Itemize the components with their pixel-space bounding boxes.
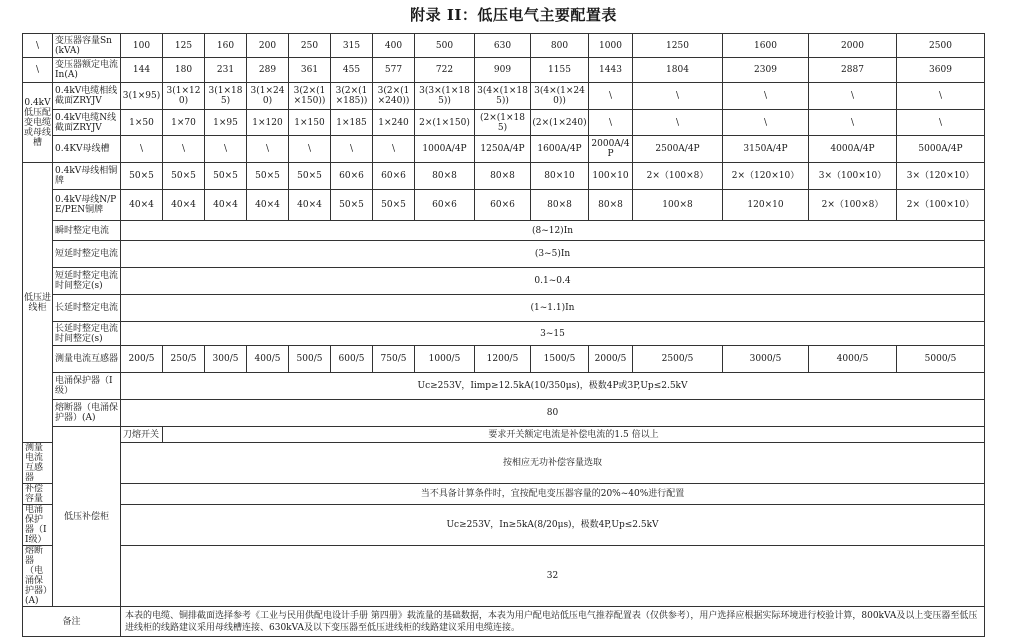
- knife-switch-value: 要求开关额定电流是补偿电流的1.5 倍以上: [163, 427, 985, 443]
- long-trip-label: 长延时整定电流: [53, 295, 121, 322]
- ct-incoming-value: 1000/5: [415, 346, 475, 373]
- capacity-value: 160: [205, 34, 247, 58]
- npe-bus-value: 80×8: [531, 190, 589, 221]
- row-busway: [23, 136, 985, 163]
- ct-incoming-value: 2500/5: [633, 346, 723, 373]
- phase-bus-value: 50×5: [205, 163, 247, 190]
- capacity-value: 2000: [809, 34, 897, 58]
- npe-bus-label: 0.4kV母线N/PE/PEN铜牌: [53, 190, 121, 221]
- capacity-value: 315: [331, 34, 373, 58]
- capacity-label: 变压器容量Sn(kVA): [53, 34, 121, 58]
- npe-bus-value: 60×6: [415, 190, 475, 221]
- ct-incoming-value: 200/5: [121, 346, 163, 373]
- npe-bus-value: 120×10: [723, 190, 809, 221]
- n-cable-value: (2×(1×240): [531, 110, 589, 136]
- ct-incoming-value: 500/5: [289, 346, 331, 373]
- phase-bus-value: 80×10: [531, 163, 589, 190]
- busway-value: 1600A/4P: [531, 136, 589, 163]
- n-cable-value: \: [897, 110, 985, 136]
- ct-incoming-value: 3000/5: [723, 346, 809, 373]
- short-time-value: 0.1~0.4: [121, 268, 985, 295]
- row-remarks: [23, 607, 985, 637]
- long-time-label: 长延时整定电流时间整定(s): [53, 322, 121, 346]
- rated-current-value: 1804: [633, 58, 723, 83]
- npe-bus-value: 40×4: [121, 190, 163, 221]
- fuse-incoming-value: 80: [121, 400, 985, 427]
- row-ct-incoming: [23, 346, 985, 373]
- ct-comp-value: 按相应无功补偿容量选取: [121, 443, 985, 484]
- busway-value: 2500A/4P: [633, 136, 723, 163]
- phase-bus-value: 2×（100×8）: [633, 163, 723, 190]
- phase-cable-value: 3(1×95): [121, 83, 163, 110]
- config-table: [22, 33, 985, 637]
- remarks-value: 本表的电缆、铜排截面选择参考《工业与民用供配电设计手册 第四册》载流量的基础数据，本表为用户配电站低压电气推荐配置表（仅供参考），用户选择应根据实际环境进行校验计算，800kVA及以上变压器至低压进线柜的线路建议采用母线槽连接、630kVA及以下变压器至低压进线柜的线路建议采用电缆连接。: [121, 607, 985, 637]
- busway-value: 4000A/4P: [809, 136, 897, 163]
- capacity-value: 2500: [897, 34, 985, 58]
- phase-cable-label: 0.4kV电缆相线截面ZRYJV: [53, 83, 121, 110]
- busway-value: \: [247, 136, 289, 163]
- ct-incoming-value: 1200/5: [475, 346, 531, 373]
- n-cable-value: \: [723, 110, 809, 136]
- ct-incoming-value: 5000/5: [897, 346, 985, 373]
- npe-bus-value: 80×8: [589, 190, 633, 221]
- rated-current-value: 577: [373, 58, 415, 83]
- n-cable-value: 1×185: [331, 110, 373, 136]
- n-cable-value: 1×240: [373, 110, 415, 136]
- busway-value: \: [331, 136, 373, 163]
- busway-value: \: [163, 136, 205, 163]
- rated-current-value: 180: [163, 58, 205, 83]
- npe-bus-value: 2×（100×8）: [809, 190, 897, 221]
- long-trip-value: (1~1.1)In: [121, 295, 985, 322]
- n-cable-value: \: [589, 110, 633, 136]
- rated-current-value: 1443: [589, 58, 633, 83]
- capacity-value: 500: [415, 34, 475, 58]
- row-phase-cable: [23, 83, 985, 110]
- instant-trip-value: (8~12)In: [121, 221, 985, 241]
- ct-incoming-value: 750/5: [373, 346, 415, 373]
- row-fuse-comp: [23, 546, 985, 607]
- phase-bus-value: 80×8: [475, 163, 531, 190]
- row-spd-incoming: [23, 373, 985, 400]
- phase-bus-value: 3×（120×10）: [897, 163, 985, 190]
- npe-bus-value: 60×6: [475, 190, 531, 221]
- busway-value: \: [205, 136, 247, 163]
- phase-cable-value: \: [897, 83, 985, 110]
- rated-current-value: 909: [475, 58, 531, 83]
- phase-cable-value: 3(1×185): [205, 83, 247, 110]
- comp-capacity-value: 当不具备计算条件时，宜按配电变压器容量的20%~40%进行配置: [121, 484, 985, 505]
- instant-trip-label: 瞬时整定电流: [53, 221, 121, 241]
- ct-incoming-value: 250/5: [163, 346, 205, 373]
- spd-incoming-label: 电涌保护器（I级）: [53, 373, 121, 400]
- ct-incoming-value: 400/5: [247, 346, 289, 373]
- row-instant-trip: [23, 221, 985, 241]
- n-cable-value: \: [809, 110, 897, 136]
- comp-capacity-label: 补偿容量: [23, 484, 53, 505]
- busway-label: 0.4KV母线槽: [53, 136, 121, 163]
- page-title: 附录 II：低压电气主要配置表: [410, 6, 617, 24]
- npe-bus-value: 40×4: [247, 190, 289, 221]
- spd-comp-label: 电涌保护器（II级）: [23, 505, 53, 546]
- row-rated-current: [23, 58, 985, 83]
- capacity-value: 630: [475, 34, 531, 58]
- row-npe-bus: [23, 190, 985, 221]
- busway-value: 2000A/4P: [589, 136, 633, 163]
- phase-cable-value: 3(2×(1×240)): [373, 83, 415, 110]
- n-cable-value: \: [633, 110, 723, 136]
- capacity-value: 400: [373, 34, 415, 58]
- row-lead-cell: \: [23, 34, 53, 58]
- rated-current-value: 455: [331, 58, 373, 83]
- n-cable-value: 1×50: [121, 110, 163, 136]
- busway-value: \: [373, 136, 415, 163]
- phase-bus-value: 50×5: [121, 163, 163, 190]
- fuse-incoming-label: 熔断器（电涌保护器）(A): [53, 400, 121, 427]
- phase-bus-label: 0.4kV母线相铜牌: [53, 163, 121, 190]
- knife-switch-label: 刀熔开关: [121, 427, 163, 443]
- capacity-value: 250: [289, 34, 331, 58]
- row-lead-cell: \: [23, 58, 53, 83]
- n-cable-value: 2×(1×150): [415, 110, 475, 136]
- busway-value: 5000A/4P: [897, 136, 985, 163]
- row-capacity: [23, 34, 985, 58]
- row-n-cable: [23, 110, 985, 136]
- npe-bus-value: 40×4: [163, 190, 205, 221]
- ct-incoming-value: 4000/5: [809, 346, 897, 373]
- ct-incoming-value: 2000/5: [589, 346, 633, 373]
- capacity-value: 800: [531, 34, 589, 58]
- busway-value: 1000A/4P: [415, 136, 475, 163]
- fuse-comp-label: 熔断器（电涌保护器）(A): [23, 546, 53, 607]
- phase-bus-value: 2×（120×10）: [723, 163, 809, 190]
- n-cable-value: (2×(1×185): [475, 110, 531, 136]
- rated-current-value: 722: [415, 58, 475, 83]
- short-time-label: 短延时整定电流时间整定(s): [53, 268, 121, 295]
- phase-cable-value: \: [723, 83, 809, 110]
- capacity-value: 1250: [633, 34, 723, 58]
- ct-incoming-value: 300/5: [205, 346, 247, 373]
- ct-comp-label: 测量电流互感器: [23, 443, 53, 484]
- row-ct-comp: [23, 443, 985, 484]
- n-cable-value: 1×150: [289, 110, 331, 136]
- phase-cable-value: \: [633, 83, 723, 110]
- npe-bus-value: 50×5: [373, 190, 415, 221]
- n-cable-value: 1×95: [205, 110, 247, 136]
- busway-value: 1250A/4P: [475, 136, 531, 163]
- phase-cable-value: 3(4×(1×240)): [531, 83, 589, 110]
- group-incoming-label: 低压进线柜: [23, 163, 53, 443]
- phase-bus-value: 60×6: [373, 163, 415, 190]
- busway-value: 3150A/4P: [723, 136, 809, 163]
- phase-cable-value: 3(1×240): [247, 83, 289, 110]
- capacity-value: 125: [163, 34, 205, 58]
- npe-bus-value: 40×4: [289, 190, 331, 221]
- capacity-value: 1600: [723, 34, 809, 58]
- row-long-trip: [23, 295, 985, 322]
- phase-bus-value: 3×（100×10）: [809, 163, 897, 190]
- ct-incoming-label: 测量电流互感器: [53, 346, 121, 373]
- n-cable-value: 1×70: [163, 110, 205, 136]
- phase-cable-value: 3(4×(1×185)): [475, 83, 531, 110]
- row-spd-comp: [23, 505, 985, 546]
- npe-bus-value: 40×4: [205, 190, 247, 221]
- rated-current-value: 2309: [723, 58, 809, 83]
- rated-current-value: 361: [289, 58, 331, 83]
- phase-cable-value: 3(3×(1×185)): [415, 83, 475, 110]
- row-comp-capacity: [23, 484, 985, 505]
- capacity-value: 200: [247, 34, 289, 58]
- fuse-comp-value: 32: [121, 546, 985, 607]
- long-time-value: 3~15: [121, 322, 985, 346]
- rated-current-value: 2887: [809, 58, 897, 83]
- row-short-time: [23, 268, 985, 295]
- group-comp-label: 低压补偿柜: [53, 427, 121, 607]
- rated-current-value: 289: [247, 58, 289, 83]
- busway-value: \: [121, 136, 163, 163]
- rated-current-value: 144: [121, 58, 163, 83]
- row-phase-bus: [23, 163, 985, 190]
- n-cable-label: 0.4kV电缆N线截面ZRYJV: [53, 110, 121, 136]
- npe-bus-value: 50×5: [331, 190, 373, 221]
- rated-current-value: 1155: [531, 58, 589, 83]
- spd-comp-value: Uc≥253V，In≥5kA(8/20μs)，极数4P,Up≤2.5kV: [121, 505, 985, 546]
- npe-bus-value: 2×（100×10）: [897, 190, 985, 221]
- phase-bus-value: 80×8: [415, 163, 475, 190]
- group-cable-label: 0.4kV低压配变电缆或母线槽: [23, 83, 53, 163]
- npe-bus-value: 100×8: [633, 190, 723, 221]
- row-knife-switch: [23, 427, 985, 443]
- capacity-value: 1000: [589, 34, 633, 58]
- busway-value: \: [289, 136, 331, 163]
- capacity-value: 100: [121, 34, 163, 58]
- row-short-trip: [23, 241, 985, 268]
- short-trip-value: (3~5)In: [121, 241, 985, 268]
- phase-cable-value: \: [589, 83, 633, 110]
- phase-cable-value: \: [809, 83, 897, 110]
- phase-cable-value: 3(2×(1×150)): [289, 83, 331, 110]
- row-long-time: [23, 322, 985, 346]
- phase-bus-value: 50×5: [247, 163, 289, 190]
- row-fuse-incoming: [23, 400, 985, 427]
- rated-current-value: 3609: [897, 58, 985, 83]
- phase-bus-value: 100×10: [589, 163, 633, 190]
- phase-bus-value: 50×5: [163, 163, 205, 190]
- ct-incoming-value: 1500/5: [531, 346, 589, 373]
- phase-cable-value: 3(1×120): [163, 83, 205, 110]
- n-cable-value: 1×120: [247, 110, 289, 136]
- rated-current-value: 231: [205, 58, 247, 83]
- remarks-label: 备注: [23, 607, 121, 637]
- ct-incoming-value: 600/5: [331, 346, 373, 373]
- phase-bus-value: 60×6: [331, 163, 373, 190]
- phase-bus-value: 50×5: [289, 163, 331, 190]
- phase-cable-value: 3(2×(1×185)): [331, 83, 373, 110]
- short-trip-label: 短延时整定电流: [53, 241, 121, 268]
- spd-incoming-value: Uc≥253V，Iimp≥12.5kA(10/350μs)，极数4P或3P,Up≤2.5kV: [121, 373, 985, 400]
- rated-current-label: 变压器额定电流In(A): [53, 58, 121, 83]
